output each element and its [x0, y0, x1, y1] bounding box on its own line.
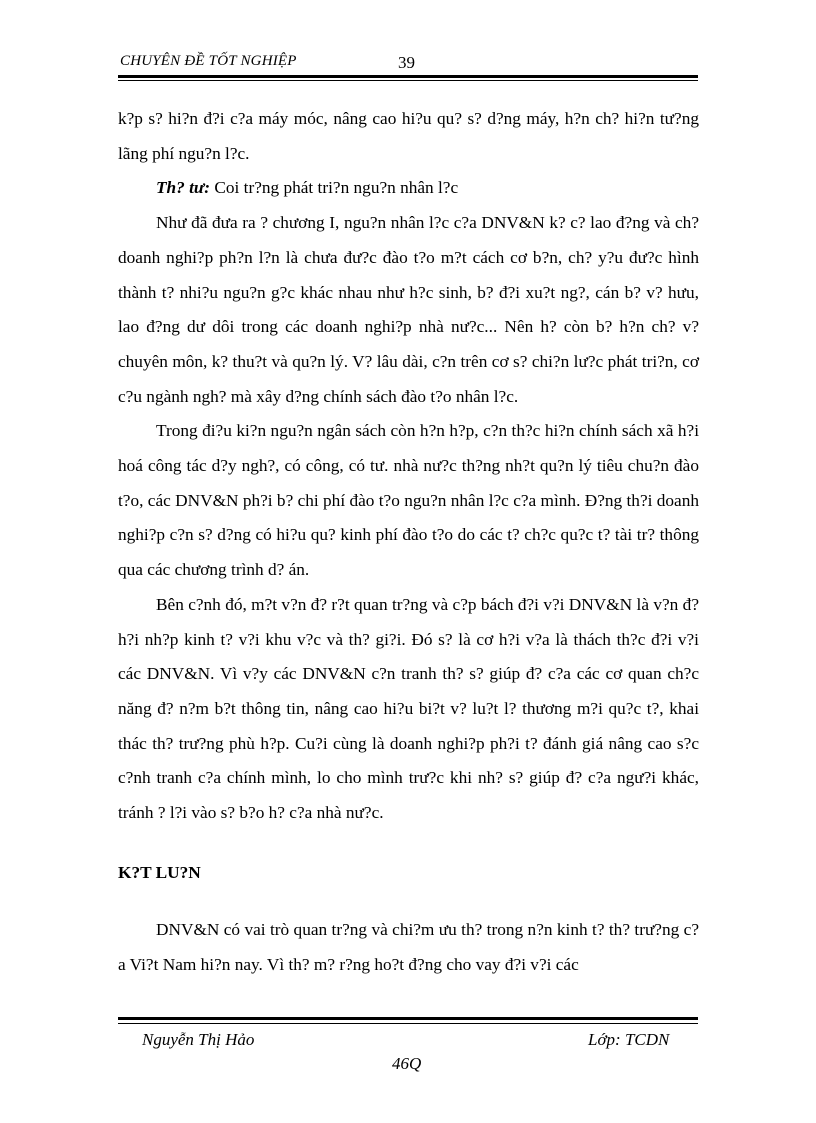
footer-class-number: 46Q — [392, 1054, 422, 1073]
paragraph-fourth-point — [118, 171, 699, 206]
footer-rule-thick — [118, 1017, 698, 1020]
paragraph-integration: Bên c?nh đó, m?t v?n đ? r?t quan tr?ng và c?p bách đ?i v?i DNV&N là v?n đ? h?i nh?p kinh t? v?i khu v?c và th? gi?i. Đó s? là cơ h?i v?a là thách th?c đ?i v?i các DNV&N. Vì v?y các DNV&N c?n tranh th? s? giúp đ? c?a các cơ quan ch?c năng đ? n?m b?t thông tin, nâng cao hi?u bi?t v? lu?t l? thương m?i qu?c t?, khai thác th? trư?ng phù h?p. Cu?i cùng là doanh nghi?p ph?i t? đánh giá nâng cao s?c c?nh tranh c?a chính mình, lo cho mình trư?c khi nh? s? giúp đ? c?a ngư?i khác, tránh ? l?i vào s? b?o h? c?a nhà nư?c. — [118, 594, 699, 823]
header-rule-thin — [118, 80, 698, 81]
footer-class-label: Lớp: TCDN — [588, 1030, 670, 1049]
footer-author: Nguyễn Thị Hảo — [142, 1030, 255, 1049]
page-number: 39 — [398, 53, 415, 72]
paragraph-lead: Th? tư: — [156, 178, 211, 198]
paragraph-human-resources: Như đã đưa ra ? chương I, ngu?n nhân l?c c?a DNV&N k? c? lao đ?ng và ch? doanh nghi?p ph?n l?n là chưa đư?c đào t?o m?t cách cơ b?n, ch? y?u đư?c hình thành t? nhi?u ngu?n g?c khác nhau như h?c sinh, b? đ?i xu?t ng?, cán b? v? hưu, lao đ?ng dư dôi trong các doanh nghi?p nhà nư?c... Nên h? còn b? h?n ch? v? chuyên môn, k? thu?t và qu?n lý. V? lâu dài, c?n trên cơ s? chi?n lư?c phát tri?n, cơ c?u ngành ngh? mà xây d?ng chính sách đào t?o nhân l?c. — [118, 213, 699, 406]
paragraph-lead-text: Coi tr?ng phát tri?n ngu?n nhân l?c — [210, 178, 459, 198]
header-rule-thick — [118, 75, 698, 78]
section-heading-conclusion: K?T LU?N — [118, 862, 201, 882]
paragraph-budget: Trong đi?u ki?n ngu?n ngân sách còn h?n h?p, c?n th?c hi?n chính sách xã h?i hoá công tác d?y ngh?, có công, có tư. nhà nư?c th?ng nh?t qu?n lý tiêu chu?n đào t?o, các DNV&N ph?i b? chi phí đào t?o ngu?n nhân l?c c?a mình. Đ?ng th?i doanh nghi?p c?n s? d?ng có hi?u qu? kinh phí đào t?o do các t? ch?c qu?c t? tài tr? thông qua các chương trình d? án. — [118, 421, 699, 580]
paragraph-conclusion: DNV&N có vai trò quan tr?ng và chi?m ưu th? trong n?n kinh t? th? trư?ng c?a Vi?t Nam hi?n nay. Vì th? m? r?ng ho?t đ?ng cho vay đ?i v?i các — [118, 920, 699, 975]
header-title: CHUYÊN ĐỀ TỐT NGHIỆP — [120, 53, 297, 69]
paragraph-continuation: k?p s? hi?n đ?i c?a máy móc, nâng cao hi?u qu? s? d?ng máy, h?n ch? hi?n tư?ng lãng phí ngu?n l?c. — [118, 109, 699, 163]
page-body — [118, 102, 699, 983]
footer-rule-thin — [118, 1023, 698, 1024]
